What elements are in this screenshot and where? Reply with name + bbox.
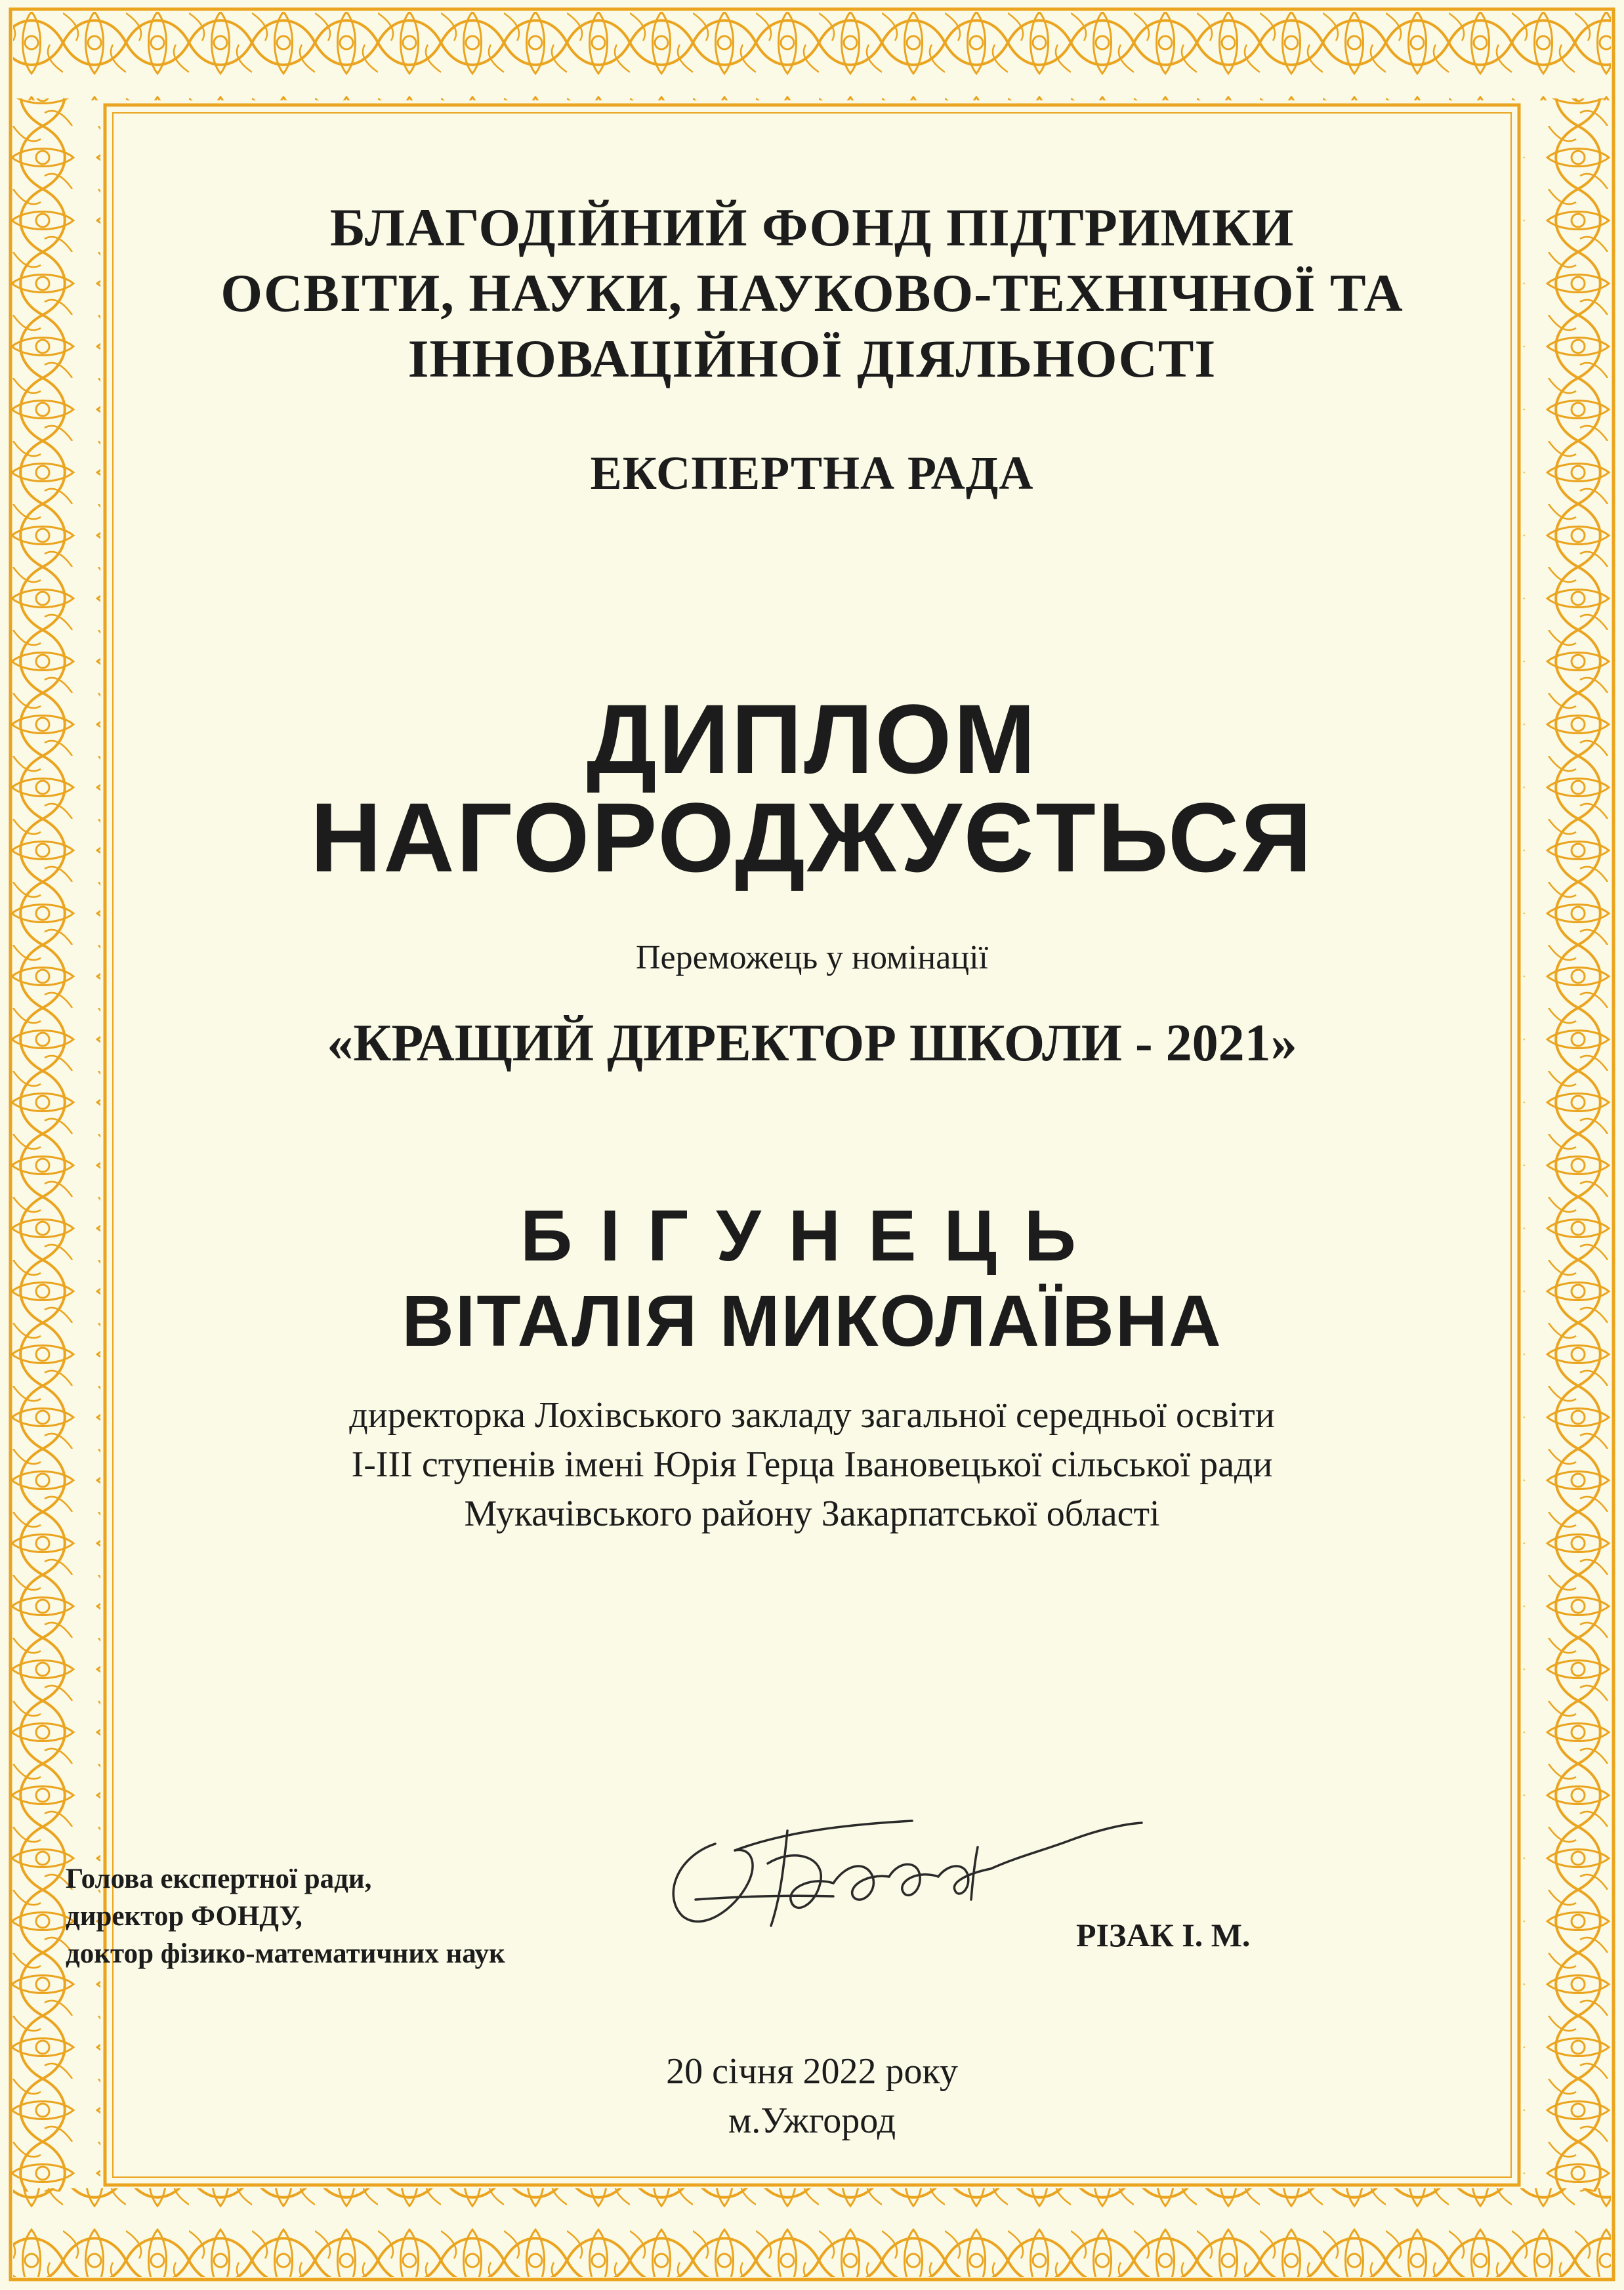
signatory-role-line-2: директор ФОНДУ, bbox=[66, 1901, 302, 1932]
awarded-heading: НАГОРОДЖУЄТЬСЯ bbox=[310, 782, 1314, 892]
recipient-surname: БІГУНЕЦЬ bbox=[520, 1196, 1104, 1276]
nomination-title: «КРАЩИЙ ДИРЕКТОР ШКОЛИ - 2021» bbox=[327, 1014, 1297, 1072]
signatory-role-line-1: Голова експертної ради, bbox=[66, 1863, 372, 1894]
expert-council-heading: ЕКСПЕРТНА РАДА bbox=[590, 447, 1034, 499]
diploma-title: ДИПЛОМ bbox=[586, 684, 1038, 794]
recipient-position-line-3: Мукачівського району Закарпатської області bbox=[464, 1493, 1160, 1534]
recipient-position-line-1: директорка Лохівського закладу загальної середньої освіти bbox=[349, 1395, 1275, 1436]
signatory-role bbox=[66, 1860, 722, 1972]
organization-line-2: ОСВІТИ, НАУКИ, НАУКОВО-ТЕХНІЧНОЇ ТА bbox=[220, 263, 1404, 323]
signatory-role-line-3: доктор фізико-математичних наук bbox=[66, 1938, 505, 1969]
issue-date: 20 січня 2022 року bbox=[666, 2051, 958, 2092]
recipient-position-line-2: І-ІІІ ступенів імені Юрія Герца Івановецької сільської ради bbox=[351, 1444, 1273, 1485]
issue-place: м.Ужгород bbox=[728, 2100, 896, 2141]
recipient-given-names: ВІТАЛІЯ МИКОЛАЇВНА bbox=[402, 1281, 1222, 1362]
organization-line-3: ІННОВАЦІЙНОЇ ДІЯЛЬНОСТІ bbox=[407, 329, 1217, 388]
winner-caption: Переможець у номінації bbox=[635, 939, 988, 976]
handwritten-signature bbox=[636, 1785, 1148, 1955]
organization-line-1: БЛАГОДІЙНИЙ ФОНД ПІДТРИМКИ bbox=[329, 198, 1295, 257]
signatory-name: РІЗАК І. М. bbox=[1076, 1917, 1251, 1953]
